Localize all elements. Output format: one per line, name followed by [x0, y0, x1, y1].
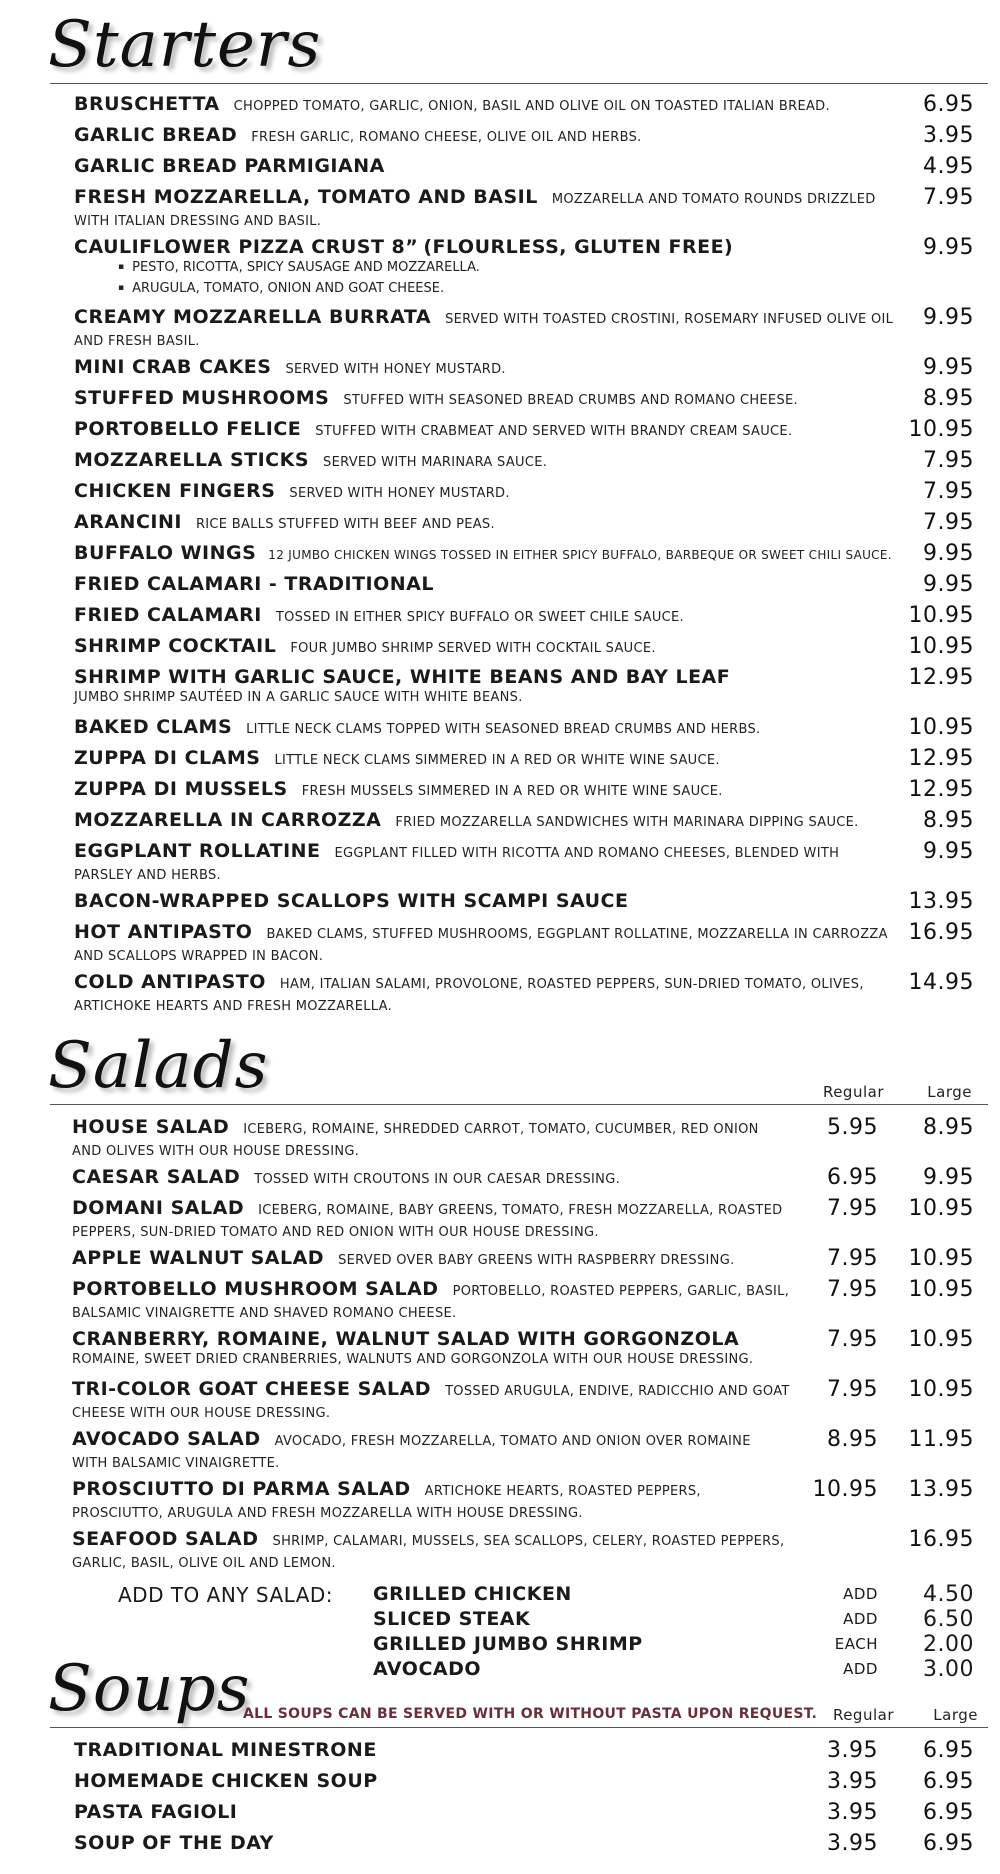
item-price-large: 16.95 [908, 1527, 974, 1552]
addon-row [0, 1607, 1000, 1632]
item-price-regular: 3.95 [827, 1769, 878, 1794]
item-price: 12.95 [908, 777, 974, 802]
item-price-regular: 7.95 [827, 1327, 878, 1352]
item-name: HOUSE SALAD [72, 1116, 230, 1138]
addon-price: 4.50 [923, 1582, 974, 1607]
item-desc: STUFFED WITH CRABMEAT AND SERVED WITH BRANDY CREAM SAUCE. [315, 424, 793, 439]
item-note: (FLOURLESS, GLUTEN FREE) [423, 236, 734, 258]
item-name: GARLIC BREAD PARMIGIANA [74, 155, 385, 177]
item-price-regular: 3.95 [827, 1738, 878, 1763]
addon-name: GRILLED JUMBO SHRIMP [373, 1633, 643, 1655]
item-name: MINI CRAB CAKES [74, 356, 272, 378]
salads-section [0, 1027, 1000, 1682]
item-price: 6.95 [923, 92, 974, 117]
item-price: 7.95 [923, 479, 974, 504]
item-option: ▪ PESTO, RICOTTA, SPICY SAUSAGE AND MOZZARELLA. [118, 258, 902, 279]
item-price-regular: 10.95 [812, 1477, 878, 1502]
addon-price: 3.00 [923, 1657, 974, 1682]
column-large: Large [933, 1706, 978, 1724]
item-desc: PORTOBELLO, ROASTED PEPPERS, GARLIC, BASIL, BALSAMIC VINAIGRETTE AND SHAVED ROMANO CHEESE. [72, 1284, 790, 1321]
item-desc: STUFFED WITH SEASONED BREAD CRUMBS AND ROMANO CHEESE. [343, 393, 798, 408]
item-name: COLD ANTIPASTO [74, 971, 266, 993]
item-price: 10.95 [908, 634, 974, 659]
addon-price: 2.00 [923, 1632, 974, 1657]
item-name: SHRIMP COCKTAIL [74, 635, 277, 657]
item-name: APPLE WALNUT SALAD [72, 1247, 325, 1269]
soups-title: Soups [48, 1652, 251, 1726]
item-desc: TOSSED ARUGULA, ENDIVE, RADICCHIO AND GOAT CHEESE WITH OUR HOUSE DRESSING. [72, 1384, 790, 1421]
item-price-large: 6.95 [923, 1738, 974, 1763]
soups-header [0, 1650, 1000, 1728]
addon-name: AVOCADO [373, 1658, 482, 1680]
item-price-regular: 7.95 [827, 1277, 878, 1302]
item-desc: FOUR JUMBO SHRIMP SERVED WITH COCKTAIL SAUCE. [290, 641, 656, 656]
item-price: 9.95 [923, 305, 974, 330]
item-price-regular: 5.95 [827, 1115, 878, 1140]
item-price: 4.95 [923, 154, 974, 179]
item-desc: HAM, ITALIAN SALAMI, PROVOLONE, ROASTED PEPPERS, SUN-DRIED TOMATO, OLIVES, ARTICHOKE HEARTS AND FRESH MOZZARELLA. [74, 977, 864, 1014]
item-name: STUFFED MUSHROOMS [74, 387, 330, 409]
item-desc: TOSSED WITH CROUTONS IN OUR CAESAR DRESSING. [254, 1172, 621, 1187]
addon-unit: ADD [843, 1585, 878, 1603]
item-price: 7.95 [923, 185, 974, 210]
item-desc: SERVED WITH TOASTED CROSTINI, ROSEMARY INFUSED OLIVE OIL AND FRESH BASIL. [74, 312, 894, 349]
item-name: PROSCIUTTO DI PARMA SALAD [72, 1478, 411, 1500]
item-desc: ARTICHOKE HEARTS, ROASTED PEPPERS, PROSCIUTTO, ARUGULA AND FRESH MOZZARELLA WITH HOUSE DRESSING. [72, 1484, 701, 1521]
item-desc: CHOPPED TOMATO, GARLIC, ONION, BASIL AND OLIVE OIL ON TOASTED ITALIAN BREAD. [233, 99, 830, 114]
item-name: CREAMY MOZZARELLA BURRATA [74, 306, 432, 328]
item-price: 9.95 [923, 572, 974, 597]
item-price: 9.95 [923, 839, 974, 864]
soups-section [0, 1650, 1000, 1856]
item-price-large: 13.95 [908, 1477, 974, 1502]
item-price: 9.95 [923, 541, 974, 566]
soups-divider [50, 1727, 988, 1728]
item-name: HOT ANTIPASTO [74, 921, 253, 943]
item-price-regular: 3.95 [827, 1800, 878, 1825]
item-name: PORTOBELLO MUSHROOM SALAD [72, 1278, 439, 1300]
item-price-large: 11.95 [908, 1427, 974, 1452]
soups-note: ALL SOUPS CAN BE SERVED WITH OR WITHOUT PASTA UPON REQUEST. [243, 1706, 818, 1722]
item-price: 10.95 [908, 603, 974, 628]
item-desc: MOZZARELLA AND TOMATO ROUNDS DRIZZLED WITH ITALIAN DRESSING AND BASIL. [74, 192, 876, 229]
item-desc: JUMBO SHRIMP SAUTÉED IN A GARLIC SAUCE WITH WHITE BEANS. [74, 690, 523, 705]
item-name: ZUPPA DI CLAMS [74, 747, 261, 769]
item-price: 16.95 [908, 920, 974, 945]
addon-row [0, 1582, 1000, 1607]
item-name: SEAFOOD SALAD [72, 1528, 259, 1550]
item-price-regular: 8.95 [827, 1427, 878, 1452]
item-name: FRESH MOZZARELLA, TOMATO AND BASIL [74, 186, 538, 208]
addon-unit: EACH [834, 1635, 878, 1653]
item-price: 12.95 [908, 665, 974, 690]
item-name: BUFFALO WINGS [74, 542, 257, 564]
item-price-large: 9.95 [923, 1165, 974, 1190]
item-price-large: 10.95 [908, 1277, 974, 1302]
addon-unit: ADD [843, 1660, 878, 1678]
item-name: CHICKEN FINGERS [74, 480, 276, 502]
item-price-regular: 7.95 [827, 1246, 878, 1271]
item-name: SOUP OF THE DAY [74, 1832, 274, 1854]
item-name: BAKED CLAMS [74, 716, 233, 738]
item-name: SHRIMP WITH GARLIC SAUCE, WHITE BEANS AND BAY LEAF [74, 666, 731, 688]
item-name: PASTA FAGIOLI [74, 1801, 238, 1823]
item-desc: AVOCADO, FRESH MOZZARELLA, TOMATO AND ONION OVER ROMAINE WITH BALSAMIC VINAIGRETTE. [72, 1434, 751, 1471]
starters-divider [50, 83, 988, 84]
item-desc: FRIED MOZZARELLA SANDWICHES WITH MARINARA DIPPING SAUCE. [395, 815, 859, 830]
item-price-large: 6.95 [923, 1769, 974, 1794]
item-name: GARLIC BREAD [74, 124, 238, 146]
item-desc: 12 JUMBO CHICKEN WINGS TOSSED IN EITHER SPICY BUFFALO, BARBEQUE OR SWEET CHILI SAUCE. [268, 548, 892, 562]
item-price-large: 6.95 [923, 1800, 974, 1825]
item-option: ▪ ARUGULA, TOMATO, ONION AND GOAT CHEESE. [118, 279, 902, 300]
item-price: 12.95 [908, 746, 974, 771]
item-desc: LITTLE NECK CLAMS TOPPED WITH SEASONED BREAD CRUMBS AND HERBS. [246, 722, 761, 737]
addon-name: GRILLED CHICKEN [373, 1583, 572, 1605]
item-price-regular: 7.95 [827, 1377, 878, 1402]
item-desc: FRESH GARLIC, ROMANO CHEESE, OLIVE OIL AND HERBS. [251, 130, 642, 145]
item-desc: BAKED CLAMS, STUFFED MUSHROOMS, EGGPLANT ROLLATINE, MOZZARELLA IN CARROZZA AND SCALLOPS WRAPPED IN BACON. [74, 927, 888, 964]
item-price-large: 8.95 [923, 1115, 974, 1140]
item-desc: SERVED WITH HONEY MUSTARD. [285, 362, 506, 377]
addon-unit: ADD [843, 1610, 878, 1628]
item-price-regular: 7.95 [827, 1196, 878, 1221]
item-desc: ROMAINE, SWEET DRIED CRANBERRIES, WALNUTS AND GORGONZOLA WITH OUR HOUSE DRESSING. [72, 1352, 754, 1367]
item-desc: RICE BALLS STUFFED WITH BEEF AND PEAS. [195, 517, 495, 532]
item-name: CAESAR SALAD [72, 1166, 241, 1188]
item-name: MOZZARELLA IN CARROZZA [74, 809, 382, 831]
addon-name: SLICED STEAK [373, 1608, 531, 1630]
item-desc: SERVED WITH HONEY MUSTARD. [289, 486, 510, 501]
item-price: 9.95 [923, 235, 974, 260]
item-name: TRADITIONAL MINESTRONE [74, 1739, 377, 1761]
item-name: HOMEMADE CHICKEN SOUP [74, 1770, 378, 1792]
item-desc: TOSSED IN EITHER SPICY BUFFALO OR SWEET CHILE SAUCE. [275, 610, 684, 625]
item-price: 10.95 [908, 715, 974, 740]
item-desc: FRESH MUSSELS SIMMERED IN A RED OR WHITE WINE SAUCE. [301, 784, 723, 799]
item-price: 8.95 [923, 808, 974, 833]
starters-title: Starters [48, 8, 322, 82]
item-desc: ICEBERG, ROMAINE, BABY GREENS, TOMATO, FRESH MOZZARELLA, ROASTED PEPPERS, SUN-DRIED TOMATO AND RED ONION WITH OUR HOUSE DRESSING. [72, 1203, 783, 1240]
item-name: TRI-COLOR GOAT CHEESE SALAD [72, 1378, 432, 1400]
item-name: AVOCADO SALAD [72, 1428, 261, 1450]
item-name: MOZZARELLA STICKS [74, 449, 310, 471]
item-price: 10.95 [908, 417, 974, 442]
column-large: Large [927, 1083, 972, 1101]
item-price-large: 10.95 [908, 1246, 974, 1271]
item-price-large: 10.95 [908, 1327, 974, 1352]
salads-title: Salads [48, 1029, 269, 1103]
column-regular: Regular [822, 1083, 884, 1101]
item-price-regular: 6.95 [827, 1165, 878, 1190]
item-desc: SERVED OVER BABY GREENS WITH RASPBERRY DRESSING. [338, 1253, 735, 1268]
addon-price: 6.50 [923, 1607, 974, 1632]
salads-header [0, 1027, 1000, 1105]
item-name: EGGPLANT ROLLATINE [74, 840, 321, 862]
item-name: BRUSCHETTA [74, 93, 220, 115]
addon-label: ADD TO ANY SALAD: [118, 1583, 334, 1607]
item-options [74, 258, 902, 300]
item-desc: EGGPLANT FILLED WITH RICOTTA AND ROMANO CHEESES, BLENDED WITH PARSLEY AND HERBS. [74, 846, 840, 883]
item-price: 9.95 [923, 355, 974, 380]
item-desc: SERVED WITH MARINARA SAUCE. [323, 455, 548, 470]
item-price: 7.95 [923, 448, 974, 473]
item-price: 13.95 [908, 889, 974, 914]
starters-section [0, 6, 1000, 1014]
salads-divider [50, 1104, 988, 1105]
item-name: BACON-WRAPPED SCALLOPS WITH SCAMPI SAUCE [74, 890, 629, 912]
item-desc: ICEBERG, ROMAINE, SHREDDED CARROT, TOMATO, CUCUMBER, RED ONION AND OLIVES WITH OUR HOUSE DRESSING. [72, 1122, 759, 1159]
item-price: 7.95 [923, 510, 974, 535]
item-name: FRIED CALAMARI - TRADITIONAL [74, 573, 434, 595]
item-desc: LITTLE NECK CLAMS SIMMERED IN A RED OR WHITE WINE SAUCE. [274, 753, 720, 768]
item-price-large: 6.95 [923, 1831, 974, 1856]
item-name: FRIED CALAMARI [74, 604, 262, 626]
item-name: PORTOBELLO FELICE [74, 418, 302, 440]
column-regular: Regular [832, 1706, 894, 1724]
item-price: 14.95 [908, 970, 974, 995]
item-price-large: 10.95 [908, 1377, 974, 1402]
item-price-large: 10.95 [908, 1196, 974, 1221]
item-name: ZUPPA DI MUSSELS [74, 778, 288, 800]
item-name: CRANBERRY, ROMAINE, WALNUT SALAD WITH GORGONZOLA [72, 1328, 740, 1350]
item-price: 3.95 [923, 123, 974, 148]
item-price-regular: 3.95 [827, 1831, 878, 1856]
item-desc: SHRIMP, CALAMARI, MUSSELS, SEA SCALLOPS, CELERY, ROASTED PEPPERS, GARLIC, BASIL, OLIVE OIL AND LEMON. [72, 1534, 785, 1571]
item-name: ARANCINI [74, 511, 182, 533]
item-name: CAULIFLOWER PIZZA CRUST 8” [74, 236, 419, 258]
item-name: DOMANI SALAD [72, 1197, 245, 1219]
starters-header [0, 6, 1000, 84]
item-price: 8.95 [923, 386, 974, 411]
